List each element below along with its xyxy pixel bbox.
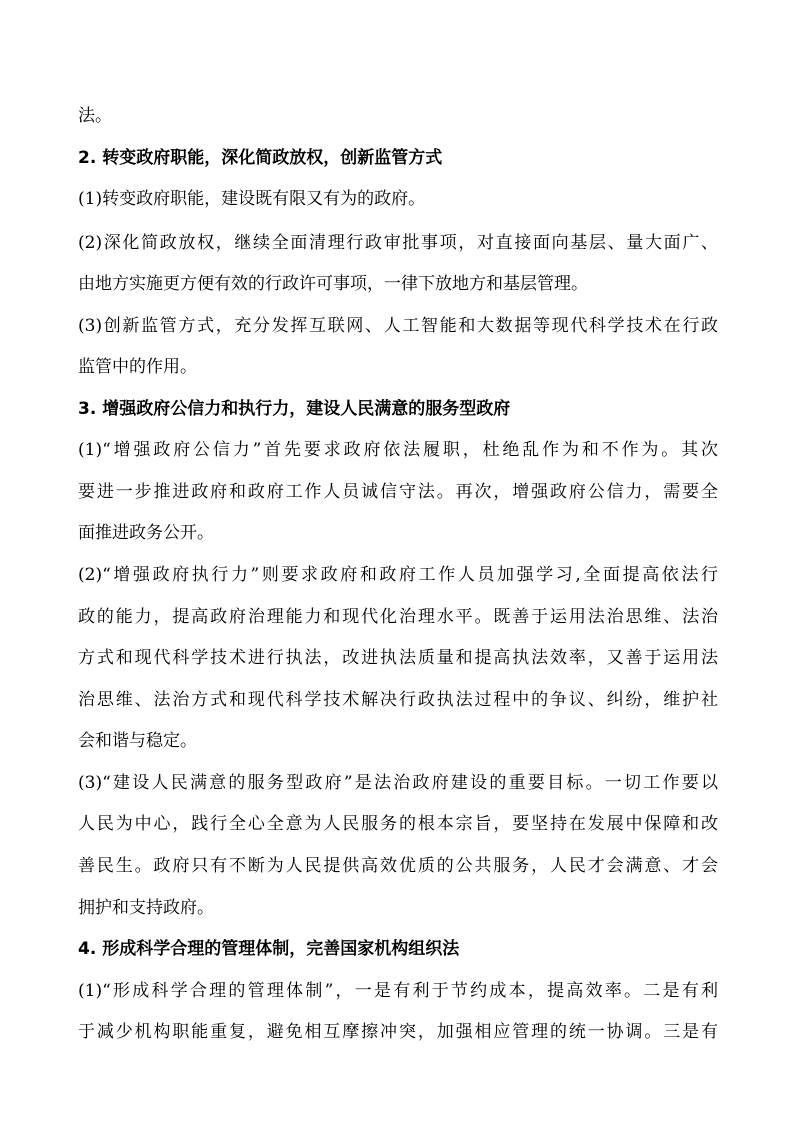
text-line: (3)创新监管方式，充分发挥互联网、人工智能和大数据等现代科学技术在行政 <box>78 316 718 336</box>
text-line: 人民为中心，践行全心全意为人民服务的根本宗旨，要坚持在发展中保障和改 <box>78 814 718 834</box>
text-line: 方式和现代科学技术进行执法，改进执法质量和提高执法效率，又善于运用法 <box>78 648 718 668</box>
section-heading: 2. 转变政府职能，深化简政放权，创新监管方式 <box>78 148 443 168</box>
text-line: (1)“形成科学合理的管理体制”，一是有利于节约成本，提高效率。二是有利 <box>78 981 718 1001</box>
text-line: 治思维、法治方式和现代科学技术解决行政执法过程中的争议、纠纷，维护社 <box>78 690 718 710</box>
text-line: 由地方实施更方便有效的行政许可事项，一律下放地方和基层管理。 <box>78 274 588 294</box>
text-line: (3)“建设人民满意的服务型政府”是法治政府建设的重要目标。一切工作要以 <box>78 773 718 793</box>
text-line: (2)深化简政放权，继续全面清理行政审批事项，对直接面向基层、量大面广、 <box>78 233 718 253</box>
text-line: (1)转变政府职能，建设既有限又有为的政府。 <box>78 189 426 209</box>
text-line: 善民生。政府只有不断为人民提供高效优质的公共服务，人民才会满意、才会 <box>78 856 718 876</box>
text-line: 会和谐与稳定。 <box>78 731 197 751</box>
section-heading: 3. 增强政府公信力和执行力，建设人民满意的服务型政府 <box>78 399 511 419</box>
text-line: 拥护和支持政府。 <box>78 898 214 918</box>
text-line: 要进一步推进政府和政府工作人员诚信守法。再次，增强政府公信力，需要全 <box>78 482 718 502</box>
text-line: 法。 <box>78 106 112 126</box>
text-line: (2)“增强政府执行力”则要求政府和政府工作人员加强学习,全面提高依法行 <box>78 565 718 585</box>
text-line: 政的能力，提高政府治理能力和现代化治理水平。既善于运用法治思维、法治 <box>78 607 718 627</box>
section-heading: 4. 形成科学合理的管理体制，完善国家机构组织法 <box>78 939 460 959</box>
text-line: 于减少机构职能重复，避免相互摩擦冲突，加强相应管理的统一协调。三是有 <box>78 1022 718 1042</box>
text-line: (1)“增强政府公信力”首先要求政府依法履职，杜绝乱作为和不作为。其次 <box>78 440 718 460</box>
text-line: 监管中的作用。 <box>78 357 197 377</box>
text-line: 面推进政务公开。 <box>78 523 214 543</box>
